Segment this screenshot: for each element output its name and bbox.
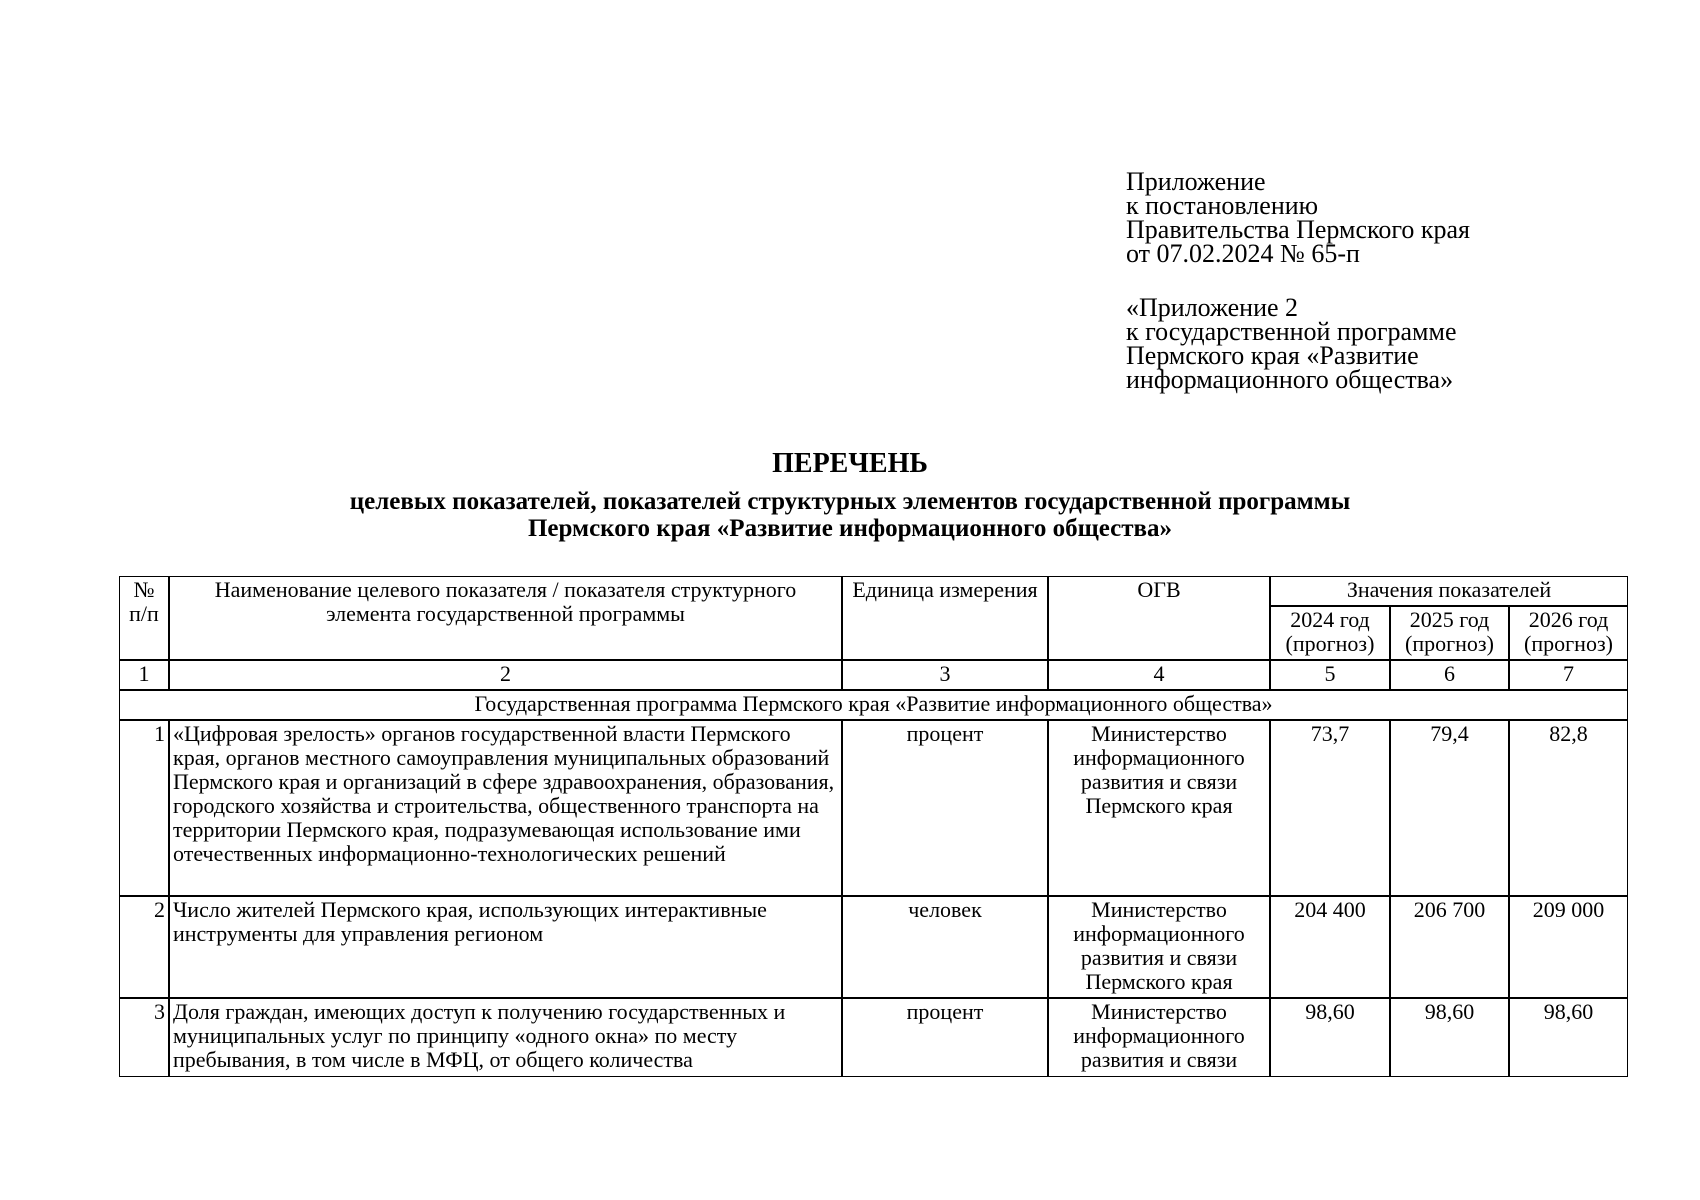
appendix-line: от 07.02.2024 № 65-п — [1126, 239, 1360, 268]
row-value-2025: 98,60 — [1390, 998, 1509, 1077]
row-num: 1 — [119, 720, 169, 896]
row-name: «Цифровая зрелость» органов государственной власти Пермского края, органов местного самоуправления муниципальных образований Пермского края и организаций в сфере здравоохранения, образования, городского хозяйства и строительства, общественного транспорта на территории Пермского края, подразумевающая использование ими отечественных информационно-технологических решений — [169, 720, 842, 896]
appendix-block — [1126, 167, 1626, 394]
appendix-line: к постановлению — [1126, 191, 1319, 220]
header-year-2024: 2024 год (прогноз) — [1270, 606, 1390, 660]
indicators-table — [119, 576, 1628, 1077]
header-values: Значения показателей — [1270, 576, 1628, 606]
row-name: Число жителей Пермского края, использующих интерактивные инструменты для управления регионом — [169, 896, 842, 998]
row-num: 3 — [119, 998, 169, 1077]
row-ogv: Министерство информационного развития и связи Пермского края — [1048, 720, 1270, 896]
appendix-line: «Приложение 2 — [1126, 293, 1299, 322]
column-number: 5 — [1270, 660, 1390, 690]
row-value-2026: 209 000 — [1509, 896, 1628, 998]
appendix-line: Приложение — [1126, 167, 1266, 196]
row-unit: человек — [842, 896, 1048, 998]
header-unit: Единица измерения — [842, 576, 1048, 660]
column-number: 2 — [169, 660, 842, 690]
subtitle-line-2: Пермского края «Развитие информационного общества» — [527, 515, 1173, 542]
table-row — [119, 998, 1628, 1077]
table-row — [119, 896, 1628, 998]
column-number: 1 — [119, 660, 169, 690]
column-number: 4 — [1048, 660, 1270, 690]
row-value-2025: 206 700 — [1390, 896, 1509, 998]
appendix-line: к государственной программе — [1126, 317, 1457, 346]
section-title: Государственная программа Пермского края «Развитие информационного общества» — [119, 690, 1628, 720]
appendix-line: Правительства Пермского края — [1126, 215, 1470, 244]
column-number: 6 — [1390, 660, 1509, 690]
column-number-row — [119, 660, 1628, 690]
row-unit: процент — [842, 998, 1048, 1077]
header-ogv: ОГВ — [1048, 576, 1270, 660]
document-subtitle — [0, 488, 1700, 542]
row-ogv: Министерство информационного развития и связи Пермского края — [1048, 896, 1270, 998]
row-unit: процент — [842, 720, 1048, 896]
table-header-row — [119, 576, 1628, 606]
row-num: 2 — [119, 896, 169, 998]
appendix-line: информационного общества» — [1126, 365, 1454, 394]
row-value-2026: 98,60 — [1509, 998, 1628, 1077]
column-number: 7 — [1509, 660, 1628, 690]
row-value-2025: 79,4 — [1390, 720, 1509, 896]
header-year-2026: 2026 год (прогноз) — [1509, 606, 1628, 660]
row-value-2024: 98,60 — [1270, 998, 1390, 1077]
row-value-2026: 82,8 — [1509, 720, 1628, 896]
header-year-2025: 2025 год (прогноз) — [1390, 606, 1509, 660]
appendix-gap — [1126, 266, 1626, 296]
row-ogv: Министерство информационного развития и связи — [1048, 998, 1270, 1077]
column-number: 3 — [842, 660, 1048, 690]
table-row — [119, 720, 1628, 896]
header-name: Наименование целевого показателя / показателя структурного элемента государственной программы — [169, 576, 842, 660]
document-title: ПЕРЕЧЕНЬ — [772, 448, 928, 479]
header-num: № п/п — [119, 576, 169, 660]
section-row — [119, 690, 1628, 720]
row-value-2024: 204 400 — [1270, 896, 1390, 998]
row-name: Доля граждан, имеющих доступ к получению государственных и муниципальных услуг по принципу «одного окна» по месту пребывания, в том числе в МФЦ, от общего количества — [169, 998, 842, 1077]
subtitle-line-1: целевых показателей, показателей структурных элементов государственной программы — [349, 488, 1351, 515]
row-value-2024: 73,7 — [1270, 720, 1390, 896]
appendix-line: Пермского края «Развитие — [1126, 341, 1419, 370]
